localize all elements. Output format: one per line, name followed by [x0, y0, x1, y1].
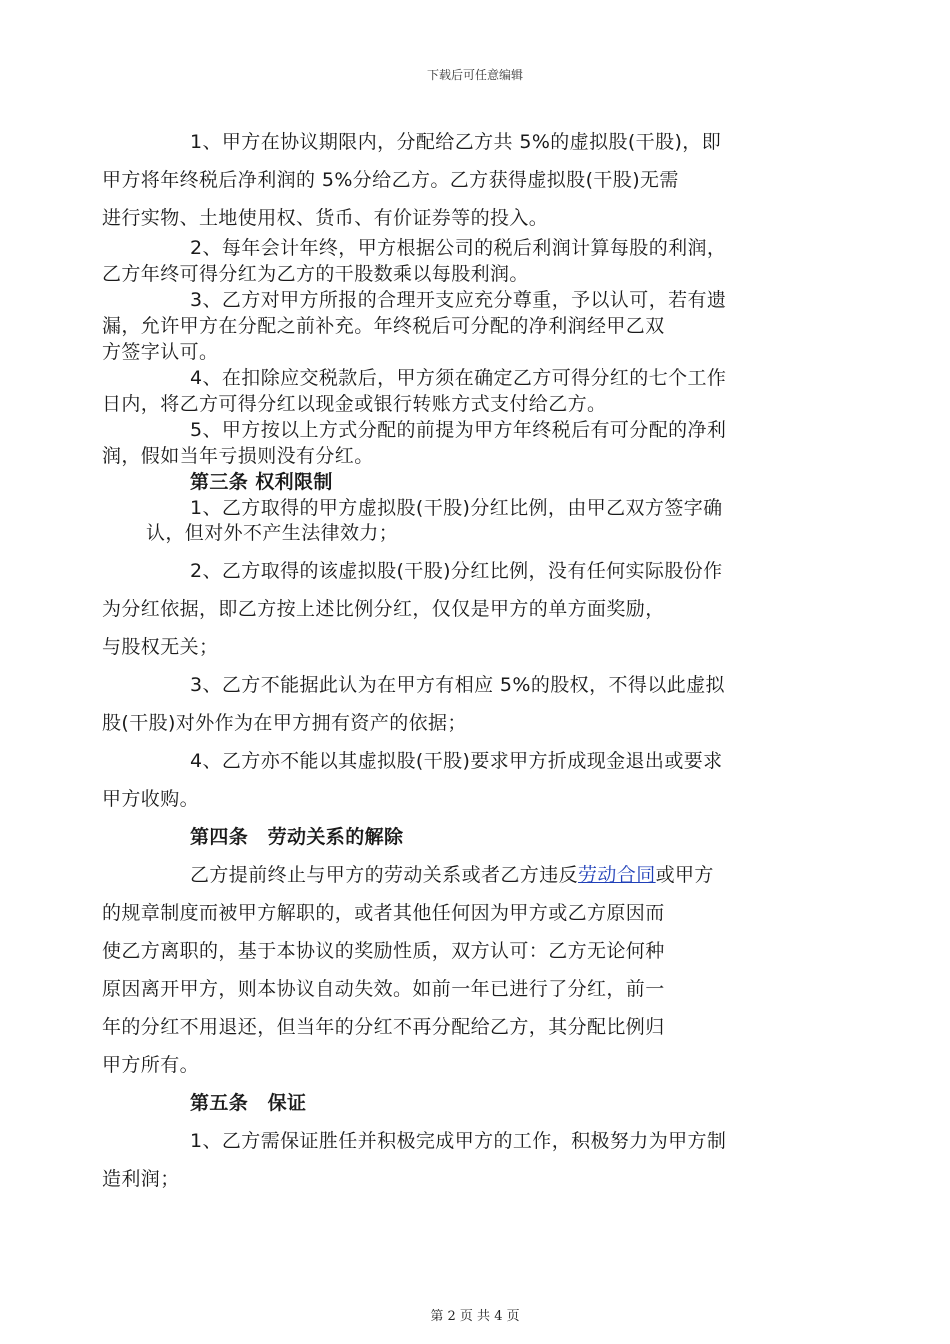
text-line: 润，假如当年亏损则没有分红。 — [102, 445, 374, 467]
text-line: 甲方收购。 — [102, 788, 200, 810]
paragraph-6-cont — [146, 514, 806, 552]
text-line: 乙方年终可得分红为乙方的干股数乘以每股利润。 — [102, 263, 529, 285]
text-line: 造利润； — [102, 1168, 180, 1190]
text-line: 2、每年会计年终，甲方根据公司的税后利润计算每股的利润， — [190, 237, 727, 259]
paragraph-10 — [102, 856, 806, 1084]
paragraph-2 — [102, 235, 806, 287]
paragraph-8 — [102, 666, 806, 742]
page-header: 下载后可任意编辑 — [426, 68, 523, 82]
clause-block-3 — [102, 514, 806, 1198]
text-line: 4、在扣除应交税款后，甲方须在确定乙方可得分红的七个工作 — [190, 367, 727, 389]
text-line: 甲方将年终税后净利润的 5%分给乙方。乙方获得虚拟股(干股)无需 — [102, 169, 679, 191]
paragraph-11 — [102, 1122, 806, 1198]
text-line: 甲方所有。 — [102, 1054, 200, 1076]
paragraph-5 — [102, 417, 806, 469]
section-4-title: 第四条 劳动关系的解除 — [190, 826, 404, 848]
text-line: 漏，允许甲方在分配之前补充。年终税后可分配的净利润经甲乙双 — [102, 315, 665, 337]
text-line: 的规章制度而被甲方解职的，或者其他任何因为甲方或乙方原因而 — [102, 902, 665, 924]
text-line: 年的分红不用退还，但当年的分红不再分配给乙方，其分配比例归 — [102, 1016, 665, 1038]
text-line: 1、乙方需保证胜任并积极完成甲方的工作，积极努力为甲方制 — [190, 1130, 727, 1152]
paragraph-4 — [102, 365, 806, 417]
paragraph-9 — [102, 742, 806, 818]
section-5-title: 第五条 保证 — [190, 1092, 307, 1114]
text-segment: 乙方提前终止与甲方的劳动关系或者乙方违反 — [190, 864, 579, 886]
text-line: 进行实物、土地使用权、货币、有价证券等的投入。 — [102, 207, 549, 229]
text-line: 3、乙方对甲方所报的合理开支应充分尊重，予以认可，若有遗 — [190, 289, 727, 311]
paragraph-1 — [102, 123, 806, 237]
text-line: 股(干股)对外作为在甲方拥有资产的依据； — [102, 712, 467, 734]
text-line: 与股权无关； — [102, 636, 219, 658]
text-line — [146, 856, 806, 894]
text-line: 为分红依据，即乙方按上述比例分红，仅仅是甲方的单方面奖励， — [102, 598, 665, 620]
page-footer: 第 2 页 共 4 页 — [430, 1309, 520, 1324]
text-line: 认，但对外不产生法律效力； — [146, 522, 399, 544]
text-line: 2、乙方取得的该虚拟股(干股)分红比例，没有任何实际股份作 — [190, 560, 723, 582]
text-line: 1、乙方取得的甲方虚拟股(干股)分红比例，由甲乙双方签字确 — [190, 497, 723, 519]
text-line: 4、乙方亦不能以其虚拟股(干股)要求甲方折成现金退出或要求 — [190, 750, 723, 772]
text-line: 5、甲方按以上方式分配的前提为甲方年终税后有可分配的净利 — [190, 419, 727, 441]
text-line: 使乙方离职的，基于本协议的奖励性质，双方认可：乙方无论何种 — [102, 940, 665, 962]
paragraph-7 — [102, 552, 806, 666]
text-line: 1、甲方在协议期限内，分配给乙方共 5%的虚拟股(干股)，即 — [190, 131, 722, 153]
text-line: 方签字认可。 — [102, 341, 219, 363]
labor-contract-link[interactable]: 劳动合同 — [578, 864, 656, 886]
text-line: 3、乙方不能据此认为在甲方有相应 5%的股权，不得以此虚拟 — [190, 674, 725, 696]
text-segment: 或甲方 — [655, 864, 714, 886]
clause-block-2 — [102, 235, 806, 521]
paragraph-3 — [102, 287, 806, 365]
text-line: 日内，将乙方可得分红以现金或银行转账方式支付给乙方。 — [102, 393, 607, 415]
clause-block-1 — [102, 123, 806, 237]
section-3-title: 第三条 权利限制 — [190, 471, 333, 493]
text-line: 原因离开甲方，则本协议自动失效。如前一年已进行了分红，前一 — [102, 978, 665, 1000]
